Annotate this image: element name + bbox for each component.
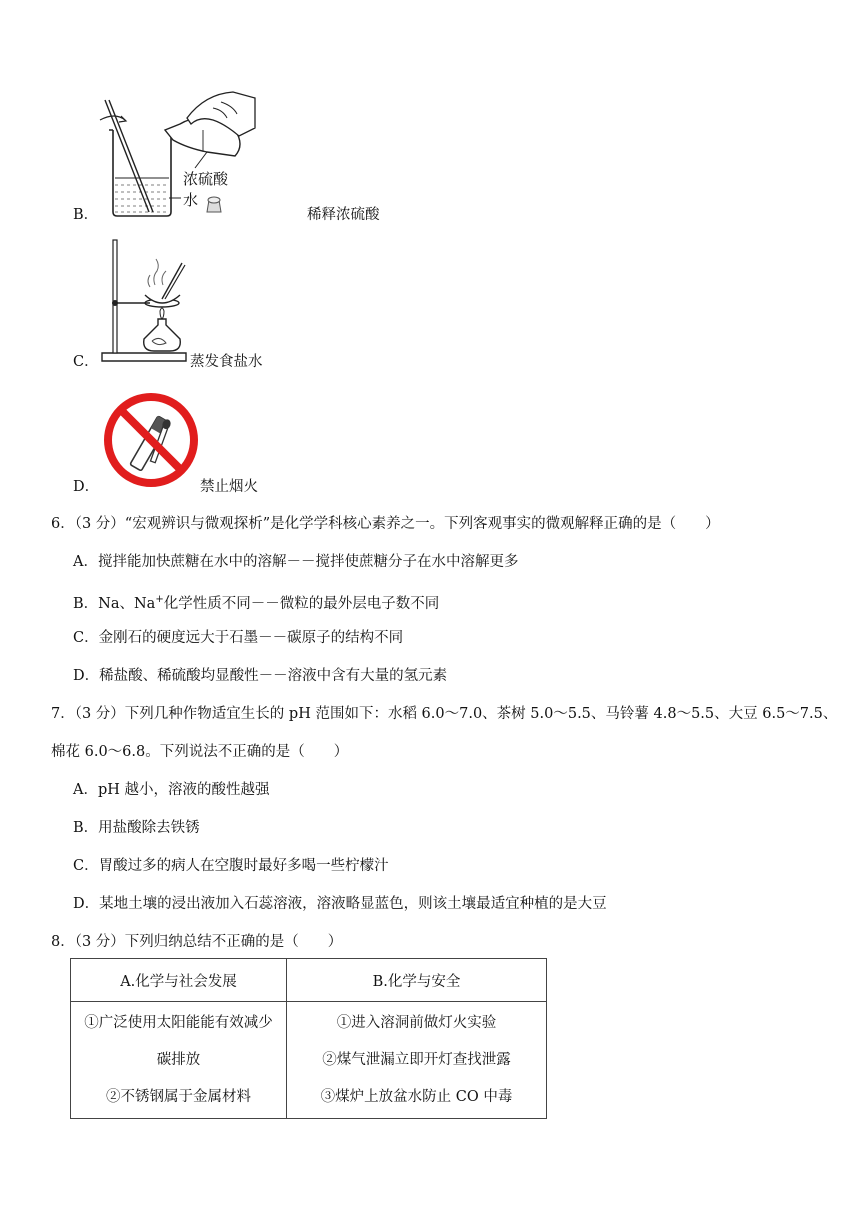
q6-option-b-sup: + bbox=[155, 594, 164, 605]
q8-summary-table bbox=[70, 958, 547, 1119]
label-concentrated-acid: 浓硫酸 bbox=[183, 170, 229, 188]
option-b-letter: B． bbox=[73, 207, 99, 223]
q7-option-b: B．用盐酸除去铁锈 bbox=[73, 820, 200, 836]
q7-stem-line1: 7．（3 分）下列几种作物适宜生长的 pH 范围如下：水稻 6.0～7.0、茶树 5.0～5.5、马铃薯 4.8～5.5、大豆 6.5～7.5、 bbox=[51, 706, 838, 722]
q8-stem: 8．（3 分）下列归纳总结不正确的是（ ） bbox=[51, 934, 343, 950]
no-smoking-sign-icon bbox=[103, 392, 199, 488]
table-header-b: B.化学与安全 bbox=[287, 959, 547, 1002]
cell-a-line-3: ②不锈钢属于金属材料 bbox=[106, 1088, 251, 1105]
evaporation-illustration bbox=[100, 235, 190, 365]
option-c-caption: 蒸发食盐水 bbox=[190, 354, 263, 370]
label-water: 水 bbox=[183, 191, 199, 209]
q7-option-c: C．胃酸过多的病人在空腹时最好多喝一些柠檬汁 bbox=[73, 858, 389, 874]
cell-a-line-2: 碳排放 bbox=[156, 1051, 201, 1068]
option-c bbox=[0, 235, 420, 375]
cell-a-line-1: ①广泛使用太阳能能有效减少 bbox=[84, 1014, 273, 1031]
q6-option-c: C．金刚石的硬度远大于石墨－－碳原子的结构不同 bbox=[73, 630, 404, 646]
dilute-acid-illustration bbox=[95, 90, 255, 220]
q7-stem-line2: 棉花 6.0～6.8。下列说法不正确的是（ ） bbox=[51, 744, 349, 760]
q6-stem: 6．（3 分）“宏观辨识与微观探析”是化学学科核心素养之一。下列客观事实的微观解释正确的是（ ） bbox=[51, 516, 720, 532]
q6-option-a: A．搅拌能加快蔗糖在水中的溶解－－搅拌使蔗糖分子在水中溶解更多 bbox=[73, 554, 519, 570]
q7-option-a: A．pH 越小，溶液的酸性越强 bbox=[73, 782, 270, 798]
table-cell-a bbox=[71, 1002, 287, 1119]
q6-option-b-rest: 化学性质不同－－微粒的最外层电子数不同 bbox=[163, 595, 440, 612]
q6-option-b-ions: B．Na、Na bbox=[73, 595, 156, 612]
cell-b-line-2: ②煤气泄漏立即开灯查找泄露 bbox=[322, 1051, 511, 1068]
option-d-caption: 禁止烟火 bbox=[200, 479, 258, 495]
option-b bbox=[0, 90, 420, 225]
q6-option-d: D．稀盐酸、稀硫酸均显酸性－－溶液中含有大量的氢元素 bbox=[73, 668, 448, 684]
table-header-a: A.化学与社会发展 bbox=[71, 959, 287, 1002]
q7-option-d: D．某地土壤的浸出液加入石蕊溶液，溶液略显蓝色，则该土壤最适宜种植的是大豆 bbox=[73, 896, 607, 912]
table-cell-b bbox=[287, 1002, 547, 1119]
cell-b-line-3: ③煤炉上放盆水防止 CO 中毒 bbox=[320, 1088, 513, 1105]
option-c-letter: C． bbox=[73, 354, 99, 370]
option-d-letter: D． bbox=[73, 479, 100, 495]
cell-b-line-1: ①进入溶洞前做灯火实验 bbox=[336, 1014, 497, 1031]
q6-option-b bbox=[73, 591, 439, 613]
option-b-caption: 稀释浓硫酸 bbox=[307, 207, 380, 223]
option-d bbox=[0, 390, 420, 500]
